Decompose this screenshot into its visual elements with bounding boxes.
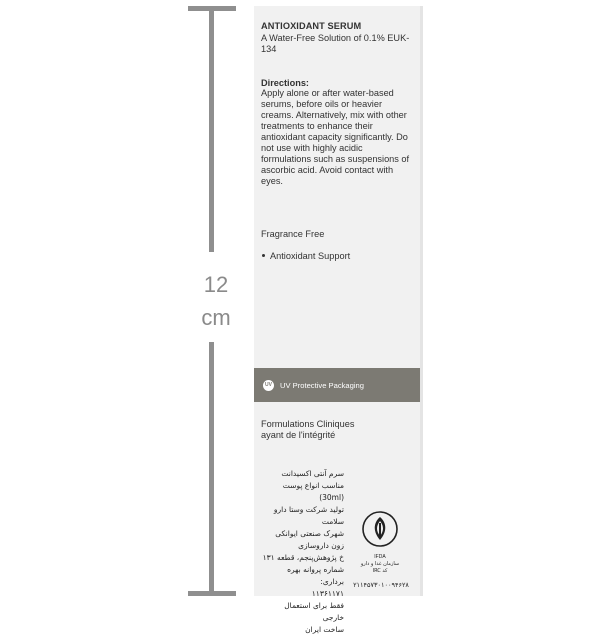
bullet-dot-icon (262, 254, 265, 257)
persian-line: شماره پروانه بهره برداری: (287, 565, 344, 586)
persian-label-block (262, 468, 344, 636)
ifda-code-label: IRC کد (372, 568, 388, 574)
persian-line: خ پژوهش‌پنجم، قطعه ۱۳۱ (262, 553, 344, 562)
product-box (254, 6, 420, 634)
measurement-value: 12 (203, 272, 229, 297)
benefit-label: Antioxidant Support (270, 251, 351, 261)
uv-shield-icon: UV (263, 380, 274, 391)
product-subtitle: A Water-Free Solution of 0.1% EUK-134 (261, 33, 410, 54)
persian-line: ساخت ایران (305, 625, 344, 634)
company-tagline (261, 419, 414, 441)
company-line-2: ayant de l'intégrité (261, 430, 336, 440)
ruler-lower-line (209, 342, 214, 595)
persian-line: ۱۱۳۶۱۱۷۱ (311, 589, 344, 598)
benefit-bullet (261, 251, 414, 262)
ifda-org: سازمان غذا و دارو (360, 561, 400, 567)
ruler-bottom-cap (188, 591, 236, 596)
ifda-abbr: IFDA (374, 554, 386, 560)
ifda-emblem-icon (358, 509, 402, 549)
fragrance-free-label: Fragrance Free (261, 229, 325, 239)
persian-line: سرم آنتی اکسیدانت (281, 469, 344, 478)
persian-line: زون داروسازی (298, 541, 344, 550)
uv-packaging-band (254, 368, 420, 402)
product-title: ANTIOXIDANT SERUM (261, 21, 362, 31)
ruler-upper-line (209, 6, 214, 252)
directions-text: Apply alone or after water-based serums, before oils or heavier creams. Alternatively, mix with other treatments to enhance their antioxidant capacity significantly. Do not use with highly acidic formulations such as suspensions of ascorbic acid. Avoid contact with eyes. (261, 88, 410, 186)
persian-line: مناسب انواع پوست (30ml) (282, 481, 344, 502)
persian-line: فقط برای استعمال خارجی (284, 601, 344, 622)
persian-line: تولید شرکت وستا دارو سلامت (273, 505, 344, 526)
ifda-code: ۲۱۱۴۵۷۳۰۱۰۰۹۴۶۲۸ (353, 581, 409, 589)
persian-line: شهرک صنعتی ایوانکی (275, 529, 344, 538)
company-line-1: Formulations Cliniques (261, 419, 355, 429)
directions-heading: Directions: (261, 78, 309, 88)
ifda-logo (358, 509, 402, 575)
measurement-unit: cm (201, 305, 231, 330)
uv-packaging-label: UV Protective Packaging (280, 380, 364, 390)
